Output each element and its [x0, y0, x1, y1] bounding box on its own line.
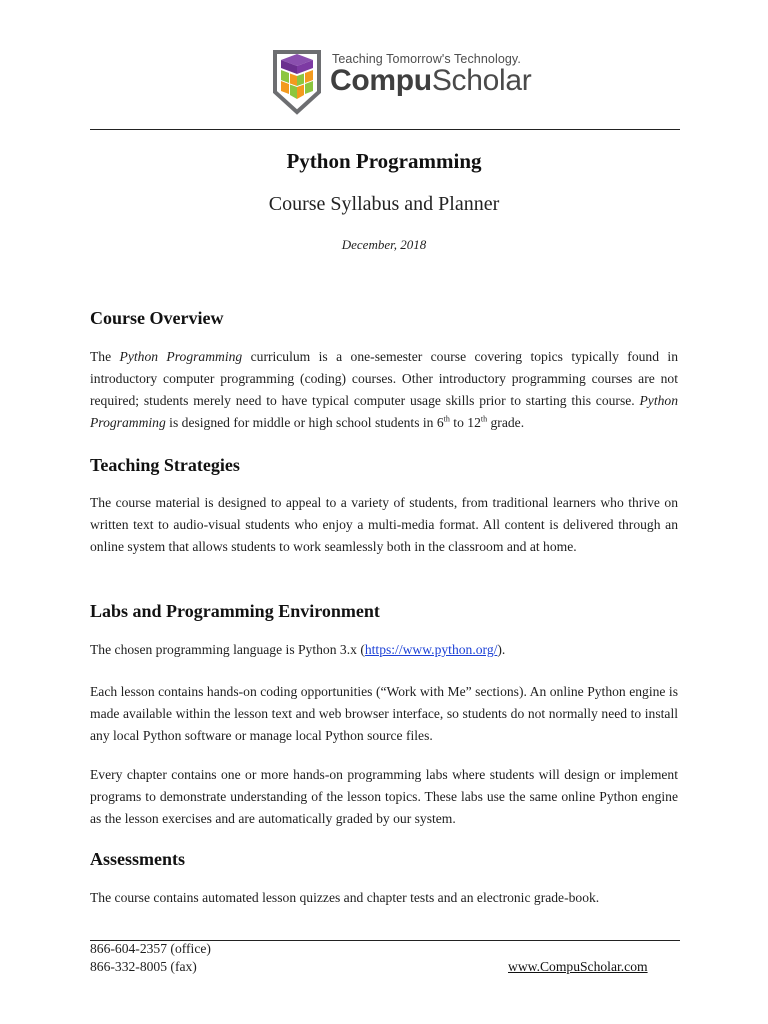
document-subtitle: Course Syllabus and Planner — [268, 193, 500, 215]
document-title: Python Programming — [286, 149, 482, 173]
footer-office-phone: 866-604-2357 (office) — [90, 941, 211, 956]
course-overview-paragraph: The Python Programming curriculum is a one-semester course covering topics typically found in introductory computer programming (coding) courses. Other introductory programming courses are not required; students merely need to have typical computer usage skills prior to starting this course. Python Programming is designed for middle or high school students in 6th to 12th grade. — [90, 349, 678, 430]
logo-wordmark — [330, 64, 531, 98]
teaching-strategies-heading: Teaching Strategies — [90, 455, 240, 475]
python-org-link[interactable]: https://www.python.org/ — [364, 642, 498, 657]
course-name-italic: Python Programming — [119, 349, 243, 364]
header-divider — [90, 129, 680, 130]
wordmark-compu: Compu — [330, 64, 432, 97]
programming-language-paragraph: The chosen programming language is Python 3.x (https://www.python.org/). — [90, 642, 506, 657]
course-overview-heading: Course Overview — [90, 308, 224, 328]
footer-website-link[interactable]: www.CompuScholar.com — [508, 959, 648, 974]
course-name-italic: Python Programming — [90, 393, 678, 430]
wordmark-scholar: Scholar — [431, 64, 532, 97]
teaching-strategies-paragraph: The course material is designed to appeal to a variety of students, from traditional learners who thrive on written text to audio-visual students who enjoy a multi-media format. All content is delivered through an online system that allows students to work seamlessly both in the classroom and at home. — [90, 495, 678, 554]
assessments-heading: Assessments — [90, 849, 186, 869]
assessments-paragraph: The course contains automated lesson quizzes and chapter tests and an electronic grade-book. — [90, 890, 600, 905]
chapter-labs-paragraph: Every chapter contains one or more hands-on programming labs where students will design or implement programs to demonstrate understanding of the lesson topics. These labs use the same online Python engine as the lesson exercises and are automatically graded by our system. — [90, 767, 678, 826]
document-date: December, 2018 — [341, 237, 427, 252]
labs-environment-heading: Labs and Programming Environment — [90, 601, 380, 621]
logo-tagline: Teaching Tomorrow's Technology. — [332, 52, 521, 66]
lesson-coding-paragraph: Each lesson contains hands-on coding opportunities (“Work with Me” sections). An online Python engine is made available within the lesson text and web browser interface, so students do not normally need to install any local Python software or manage local Python source files. — [90, 684, 678, 743]
compuscholar-shield-logo — [271, 46, 323, 116]
footer-fax-number: 866-332-8005 (fax) — [90, 959, 197, 974]
